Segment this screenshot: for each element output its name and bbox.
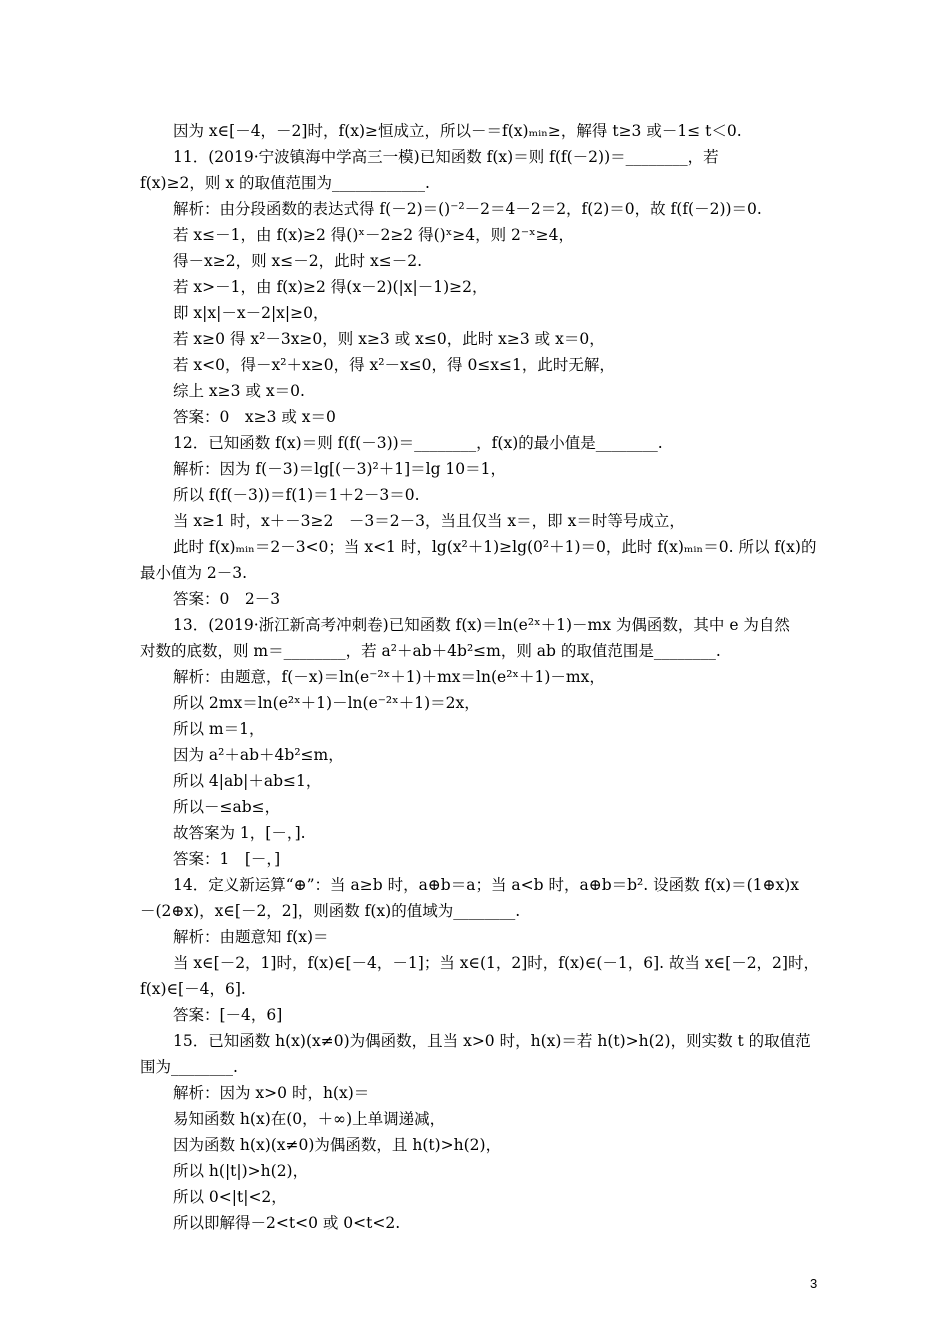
question-13: 13．(2019·浙江新高考冲刺卷)已知函数 f(x)＝ln(e²ˣ＋1)－mx 为偶函数，其中 e 为自然 [173,616,790,634]
text-line: 解析：因为 x>0 时，h(x)＝ [173,1084,370,1102]
page-number: 3 [810,1276,818,1291]
text-line: 综上 x≥3 或 x＝0. [173,382,305,400]
text-line: 若 x>－1，由 f(x)≥2 得(x－2)(|x|－1)≥2， [173,278,488,296]
text-line: 对数的底数，则 m＝________，若 a²＋ab＋4b²≤m，则 ab 的取值范围是________. [140,642,721,660]
text-line: 所以 2mx＝ln(e²ˣ＋1)－ln(e⁻²ˣ＋1)＝2x， [173,694,480,712]
text-line: 所以－≤ab≤， [173,798,281,816]
text-line: 易知函数 h(x)在(0，＋∞)上单调递减， [173,1110,446,1128]
text-line: 围为________. [140,1058,238,1076]
text-line: －(2⊕x)，x∈[－2，2]，则函数 f(x)的值域为________. [140,902,521,920]
text-line: 当 x∈[－2，1]时，f(x)∈[－4，－1]；当 x∈(1，2]时，f(x)∈(－1，6]. 故当 x∈[－2，2]时， [173,954,819,972]
text-line: 当 x≥1 时，x＋－3≥2 －3＝2－3，当且仅当 x＝，即 x＝时等号成立， [173,512,685,530]
text-line: 所以 4|ab|＋ab≤1， [173,772,322,790]
text-line: 若 x≤－1，由 f(x)≥2 得()ˣ－2≥2 得()ˣ≥4，则 2⁻ˣ≥4， [173,226,574,244]
text-line: 故答案为 1，[－，]. [173,824,306,842]
question-15: 15．已知函数 h(x)(x≠0)为偶函数，且当 x>0 时，h(x)＝若 h(t)>h(2)，则实数 t 的取值范 [173,1032,811,1050]
text-line: 得－x≥2，则 x≤－2，此时 x≤－2. [173,252,423,270]
text-line: 即 x|x|－x－2|x|≥0， [173,304,329,322]
text-line: 所以即解得－2<t<0 或 0<t<2. [173,1214,401,1232]
answer-line: 答案：0 2－3 [173,590,281,608]
text-line: 所以 m＝1， [173,720,265,738]
text-line: 所以 h(|t|)>h(2)， [173,1162,309,1180]
question-14: 14．定义新运算“⊕”：当 a≥b 时，a⊕b＝a；当 a<b 时，a⊕b＝b². 设函数 f(x)＝(1⊕x)x [173,876,800,894]
text-line: 所以 f(f(－3))＝f(1)＝1＋2－3＝0. [173,486,420,504]
text-line: 最小值为 2－3. [140,564,248,582]
answer-line: 答案：0 x≥3 或 x＝0 [173,408,336,426]
text-line: 因为 x∈[－4，－2]时，f(x)≥恒成立，所以－＝f(x)ₘᵢₙ≥，解得 t≥3 或－1≤ t＜0. [173,122,742,140]
text-line: f(x)≥2，则 x 的取值范围为____________. [140,174,430,192]
text-line: 解析：由题意，f(－x)＝ln(e⁻²ˣ＋1)＋mx＝ln(e²ˣ＋1)－mx， [173,668,605,686]
question-12: 12．已知函数 f(x)＝则 f(f(－3))＝________，f(x)的最小值是________. [173,434,663,452]
text-line: 解析：因为 f(－3)＝lg[(－3)²＋1]＝lg 10＝1， [173,460,507,478]
answer-line: 答案：[－4，6] [173,1006,283,1024]
text-line: 所以 0<|t|<2， [173,1188,287,1206]
text-line: 此时 f(x)ₘᵢₙ＝2－3<0；当 x<1 时，lg(x²＋1)≥lg(0²＋1)＝0，此时 f(x)ₘᵢₙ＝0. 所以 f(x)的 [173,538,817,556]
text-line: 若 x≥0 得 x²－3x≥0，则 x≥3 或 x≤0，此时 x≥3 或 x＝0， [173,330,605,348]
text-line: 解析：由题意知 f(x)＝ [173,928,329,946]
text-line: 因为 a²＋ab＋4b²≤m， [173,746,344,764]
text-line: 解析：由分段函数的表达式得 f(－2)＝()⁻²－2＝4－2＝2，f(2)＝0，故 f(f(－2))＝0. [173,200,762,218]
question-11: 11．(2019·宁波镇海中学高三一模)已知函数 f(x)＝则 f(f(－2))＝________，若 [173,148,719,166]
text-line: f(x)∈[－4，6]. [140,980,246,998]
text-line: 因为函数 h(x)(x≠0)为偶函数，且 h(t)>h(2)， [173,1136,502,1154]
answer-line: 答案：1 [－，] [173,850,281,868]
text-line: 若 x<0，得－x²＋x≥0，得 x²－x≤0，得 0≤x≤1，此时无解， [173,356,615,374]
